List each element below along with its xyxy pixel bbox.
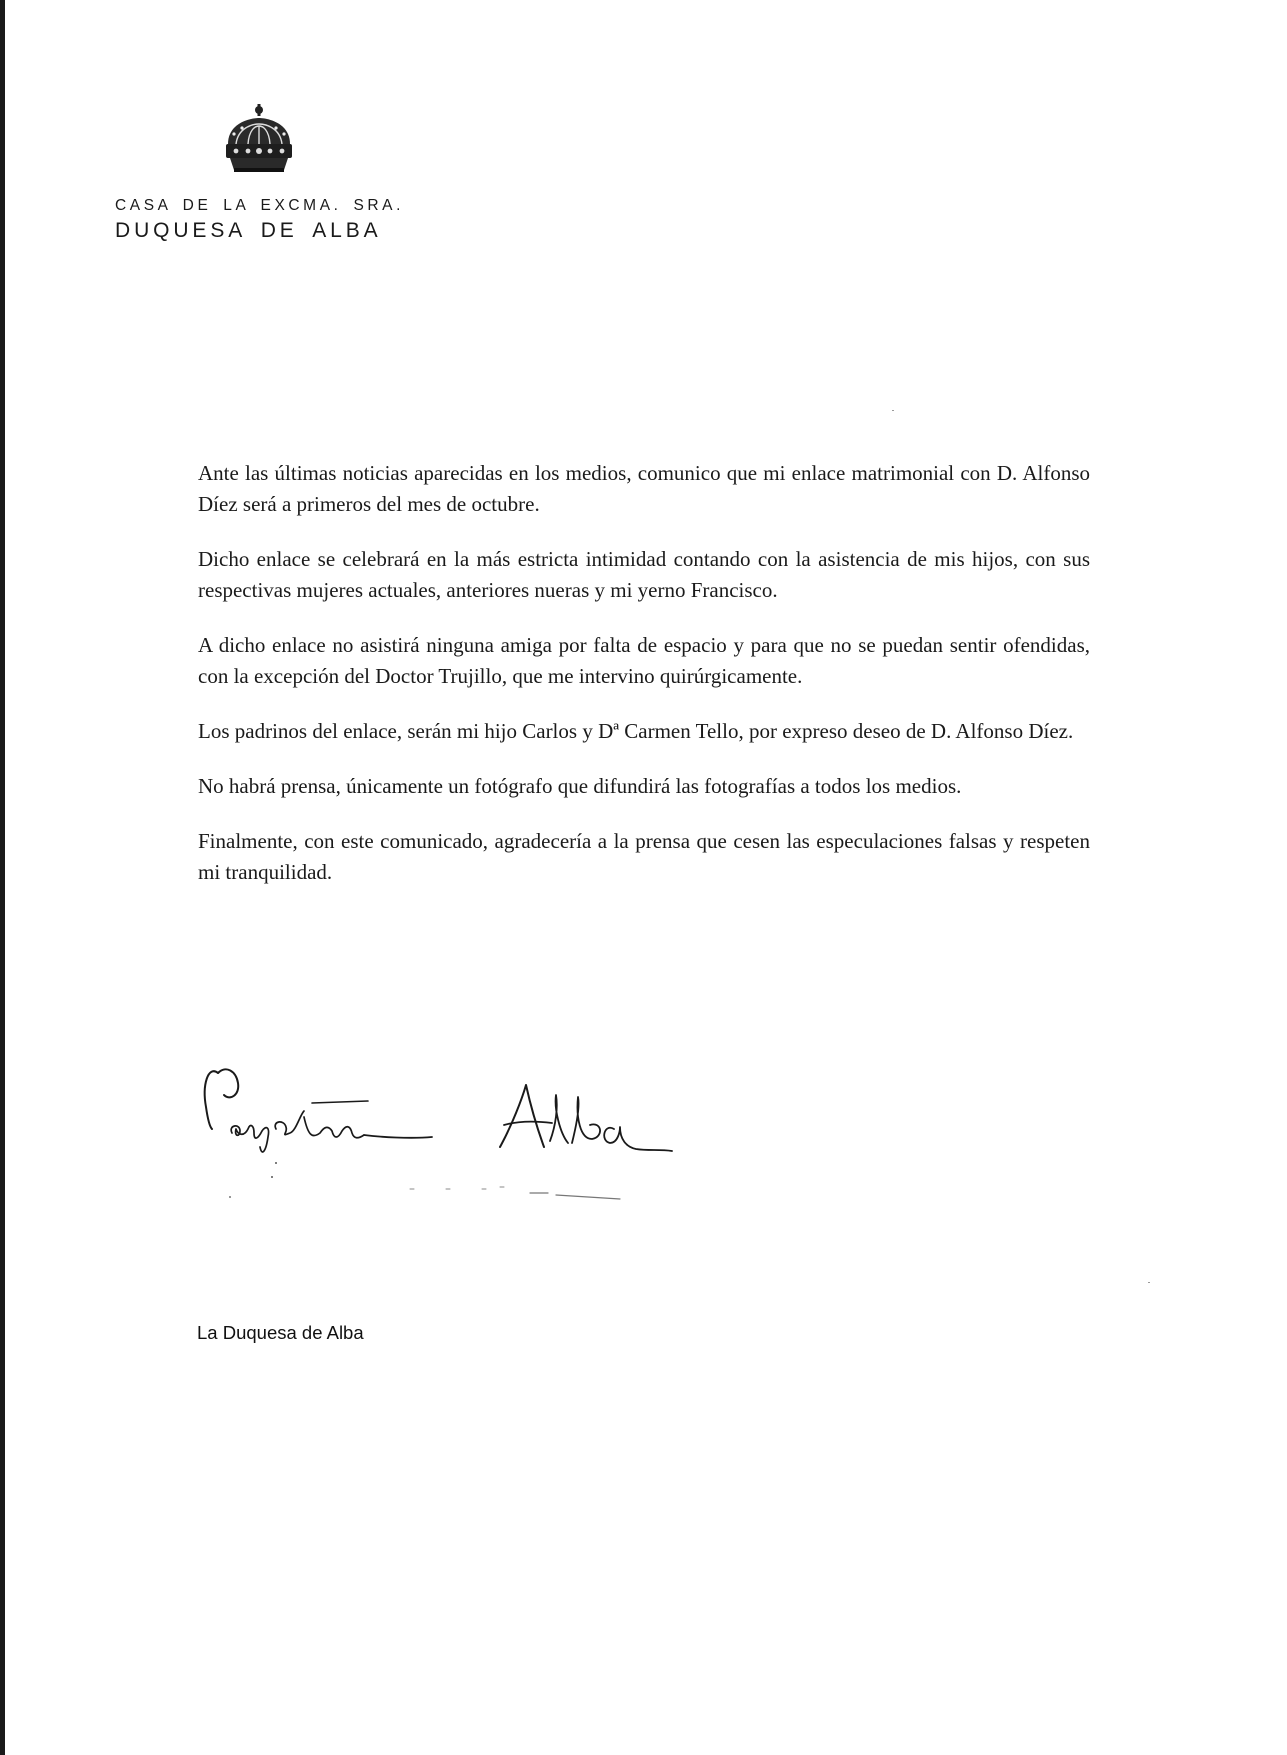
paragraph-4: Los padrinos del enlace, serán mi hijo Carlos y Dª Carmen Tello, por expreso deseo de D. Alfonso Díez.: [198, 719, 1074, 743]
letterhead-line1: CASA DE LA EXCMA. SRA.: [115, 197, 405, 214]
scan-speck: [892, 410, 894, 411]
printed-signature-name: La Duquesa de Alba: [197, 1322, 364, 1343]
letterhead-line2: DUQUESA DE ALBA: [115, 219, 382, 242]
crown-icon: [222, 104, 296, 176]
letter-body: [198, 458, 1090, 912]
letterhead: [115, 197, 404, 245]
paragraph-3: A dicho enlace no asistirá ninguna amiga por falta de espacio y para que no se puedan sentir ofendidas, con la excepción del Doctor Trujillo, que me intervino quirúrgicamente.: [198, 633, 1090, 688]
scan-left-edge: [0, 0, 5, 1755]
paragraph-2: Dicho enlace se celebrará en la más estricta intimidad contando con la asistencia de mis hijos, con sus respectivas mujeres actuales, anteriores nueras y mi yerno Francisco.: [198, 547, 1090, 602]
handwritten-signature: [200, 1055, 760, 1235]
paragraph-6: Finalmente, con este comunicado, agradecería a la prensa que cesen las especulaciones falsas y respeten mi tranquilidad.: [198, 829, 1090, 884]
paragraph-1: Ante las últimas noticias aparecidas en los medios, comunico que mi enlace matrimonial con D. Alfonso Díez será a primeros del mes de octubre.: [198, 461, 1090, 516]
paragraph-5: No habrá prensa, únicamente un fotógrafo que difundirá las fotografías a todos los medios.: [198, 774, 962, 798]
scan-speck: [1148, 1282, 1150, 1283]
